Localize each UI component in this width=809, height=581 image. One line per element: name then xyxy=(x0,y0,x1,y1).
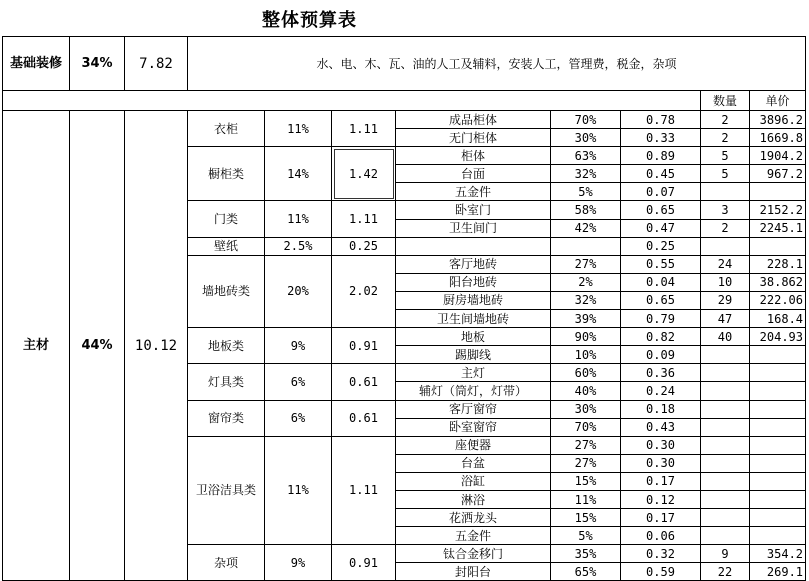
item-percent-cell[interactable]: 63% xyxy=(551,147,621,165)
group-percent-cell[interactable]: 11% xyxy=(265,201,332,237)
item-name-cell[interactable]: 台面 xyxy=(396,165,551,183)
item-price-cell[interactable] xyxy=(750,454,806,472)
item-percent-cell[interactable]: 70% xyxy=(551,111,621,129)
group-name-cell[interactable]: 窗帘类 xyxy=(188,400,265,436)
item-percent-cell[interactable]: 15% xyxy=(551,472,621,490)
group-name-cell[interactable]: 卫浴洁具类 xyxy=(188,436,265,545)
item-price-cell[interactable]: 1904.2 xyxy=(750,147,806,165)
item-qty-cell[interactable]: 9 xyxy=(701,545,750,563)
item-qty-cell[interactable] xyxy=(701,364,750,382)
item-price-cell[interactable] xyxy=(750,527,806,545)
item-name-cell[interactable]: 辅灯（筒灯，灯带） xyxy=(396,382,551,400)
item-price-cell[interactable] xyxy=(750,237,806,255)
group-amount-cell[interactable]: 0.91 xyxy=(332,328,396,364)
group-name-cell[interactable]: 橱柜类 xyxy=(188,147,265,201)
item-amount-cell[interactable]: 0.32 xyxy=(621,545,701,563)
main-percent-cell[interactable]: 44% xyxy=(70,111,125,581)
group-percent-cell[interactable]: 6% xyxy=(265,364,332,400)
item-price-cell[interactable]: 269.1 xyxy=(750,563,806,581)
item-qty-cell[interactable]: 2 xyxy=(701,219,750,237)
item-price-cell[interactable] xyxy=(750,183,806,201)
item-price-cell[interactable]: 38.862 xyxy=(750,273,806,291)
sheet-title: 整体预算表 xyxy=(262,10,357,31)
item-name-cell[interactable] xyxy=(396,237,551,255)
budget-table xyxy=(2,36,806,581)
group-name-cell[interactable]: 衣柜 xyxy=(188,111,265,147)
column-header-row xyxy=(3,91,806,111)
item-amount-cell[interactable]: 0.17 xyxy=(621,472,701,490)
group-percent-cell[interactable]: 9% xyxy=(265,545,332,581)
item-name-cell[interactable]: 阳台地砖 xyxy=(396,273,551,291)
item-qty-cell[interactable]: 29 xyxy=(701,291,750,309)
item-qty-cell[interactable] xyxy=(701,509,750,527)
item-percent-cell[interactable]: 35% xyxy=(551,545,621,563)
item-qty-cell[interactable]: 2 xyxy=(701,129,750,147)
qty-header-cell[interactable]: 数量 xyxy=(701,91,750,111)
item-qty-cell[interactable] xyxy=(701,454,750,472)
item-percent-cell[interactable]: 11% xyxy=(551,490,621,508)
item-amount-cell[interactable]: 0.65 xyxy=(621,201,701,219)
item-amount-cell[interactable]: 0.04 xyxy=(621,273,701,291)
group-amount-cell[interactable]: 0.61 xyxy=(332,364,396,400)
item-name-cell[interactable]: 地板 xyxy=(396,328,551,346)
description-cell[interactable]: 水、电、木、瓦、油的人工及辅料，安装人工，管理费，税金，杂项 xyxy=(188,37,806,91)
item-name-cell[interactable]: 花洒龙头 xyxy=(396,509,551,527)
percent-cell[interactable]: 34% xyxy=(70,37,125,91)
item-name-cell[interactable]: 台盆 xyxy=(396,454,551,472)
item-qty-cell[interactable]: 10 xyxy=(701,273,750,291)
item-price-cell[interactable]: 2152.2 xyxy=(750,201,806,219)
item-name-cell[interactable]: 厨房墙地砖 xyxy=(396,291,551,309)
item-percent-cell[interactable]: 40% xyxy=(551,382,621,400)
group-percent-cell[interactable]: 14% xyxy=(265,147,332,201)
item-percent-cell[interactable]: 70% xyxy=(551,418,621,436)
item-qty-cell[interactable]: 5 xyxy=(701,147,750,165)
group-amount-cell[interactable]: 0.25 xyxy=(332,237,396,255)
item-amount-cell[interactable]: 0.59 xyxy=(621,563,701,581)
item-amount-cell[interactable]: 0.30 xyxy=(621,454,701,472)
item-name-cell[interactable]: 成品柜体 xyxy=(396,111,551,129)
group-amount-cell[interactable]: 1.11 xyxy=(332,436,396,545)
item-percent-cell[interactable]: 30% xyxy=(551,129,621,147)
item-name-cell[interactable]: 座便器 xyxy=(396,436,551,454)
item-amount-cell[interactable]: 0.18 xyxy=(621,400,701,418)
item-amount-cell[interactable]: 0.06 xyxy=(621,527,701,545)
item-qty-cell[interactable]: 3 xyxy=(701,201,750,219)
item-name-cell[interactable]: 五金件 xyxy=(396,183,551,201)
group-name-cell[interactable]: 灯具类 xyxy=(188,364,265,400)
item-qty-cell[interactable] xyxy=(701,346,750,364)
base-decoration-row xyxy=(3,37,806,91)
group-amount-cell[interactable]: 0.61 xyxy=(332,400,396,436)
item-qty-cell[interactable] xyxy=(701,418,750,436)
group-amount-cell[interactable]: 1.11 xyxy=(332,201,396,237)
item-amount-cell[interactable]: 0.07 xyxy=(621,183,701,201)
item-percent-cell[interactable]: 65% xyxy=(551,563,621,581)
group-amount-cell[interactable]: 0.91 xyxy=(332,545,396,581)
group-amount-cell[interactable]: 2.02 xyxy=(332,255,396,327)
item-amount-cell[interactable]: 0.79 xyxy=(621,310,701,328)
item-amount-cell[interactable]: 0.43 xyxy=(621,418,701,436)
item-percent-cell[interactable]: 90% xyxy=(551,328,621,346)
group-name-cell[interactable]: 墙地砖类 xyxy=(188,255,265,327)
item-amount-cell[interactable]: 0.89 xyxy=(621,147,701,165)
item-amount-cell[interactable]: 0.25 xyxy=(621,237,701,255)
item-price-cell[interactable] xyxy=(750,490,806,508)
item-qty-cell[interactable]: 24 xyxy=(701,255,750,273)
item-qty-cell[interactable]: 22 xyxy=(701,563,750,581)
item-percent-cell[interactable]: 30% xyxy=(551,400,621,418)
group-name-cell[interactable]: 杂项 xyxy=(188,545,265,581)
material-row xyxy=(3,111,806,129)
item-price-cell[interactable] xyxy=(750,382,806,400)
item-price-cell[interactable] xyxy=(750,346,806,364)
item-percent-cell[interactable] xyxy=(551,237,621,255)
item-qty-cell[interactable]: 47 xyxy=(701,310,750,328)
main-amount-cell[interactable]: 10.12 xyxy=(125,111,188,581)
item-name-cell[interactable]: 浴缸 xyxy=(396,472,551,490)
item-price-cell[interactable]: 222.06 xyxy=(750,291,806,309)
item-amount-cell[interactable]: 0.09 xyxy=(621,346,701,364)
item-name-cell[interactable]: 卫生间门 xyxy=(396,219,551,237)
item-qty-cell[interactable]: 2 xyxy=(701,111,750,129)
group-name-cell[interactable]: 门类 xyxy=(188,201,265,237)
item-amount-cell[interactable]: 0.17 xyxy=(621,509,701,527)
category-cell[interactable]: 基础装修 xyxy=(3,37,70,91)
item-price-cell[interactable] xyxy=(750,472,806,490)
item-price-cell[interactable]: 168.4 xyxy=(750,310,806,328)
item-price-cell[interactable]: 204.93 xyxy=(750,328,806,346)
item-percent-cell[interactable]: 58% xyxy=(551,201,621,219)
group-amount-cell[interactable]: 1.11 xyxy=(332,111,396,147)
item-percent-cell[interactable]: 32% xyxy=(551,291,621,309)
item-price-cell[interactable]: 354.2 xyxy=(750,545,806,563)
item-amount-cell[interactable]: 0.65 xyxy=(621,291,701,309)
item-price-cell[interactable]: 1669.8 xyxy=(750,129,806,147)
item-price-cell[interactable]: 2245.1 xyxy=(750,219,806,237)
item-qty-cell[interactable]: 40 xyxy=(701,328,750,346)
item-qty-cell[interactable] xyxy=(701,237,750,255)
item-qty-cell[interactable] xyxy=(701,382,750,400)
item-price-cell[interactable] xyxy=(750,364,806,382)
item-name-cell[interactable]: 踢脚线 xyxy=(396,346,551,364)
item-name-cell[interactable]: 卧室门 xyxy=(396,201,551,219)
main-category-cell[interactable]: 主材 xyxy=(3,111,70,581)
item-amount-cell[interactable]: 0.55 xyxy=(621,255,701,273)
item-qty-cell[interactable] xyxy=(701,472,750,490)
group-name-cell[interactable]: 壁纸 xyxy=(188,237,265,255)
item-name-cell[interactable]: 无门柜体 xyxy=(396,129,551,147)
item-name-cell[interactable]: 钛合金移门 xyxy=(396,545,551,563)
item-name-cell[interactable]: 五金件 xyxy=(396,527,551,545)
group-name-cell[interactable]: 地板类 xyxy=(188,328,265,364)
item-amount-cell[interactable]: 0.33 xyxy=(621,129,701,147)
item-amount-cell[interactable]: 0.47 xyxy=(621,219,701,237)
item-amount-cell[interactable]: 0.30 xyxy=(621,436,701,454)
item-percent-cell[interactable]: 27% xyxy=(551,255,621,273)
blank-header-cell[interactable] xyxy=(3,91,701,111)
item-price-cell[interactable]: 228.1 xyxy=(750,255,806,273)
group-percent-cell[interactable]: 11% xyxy=(265,436,332,545)
item-qty-cell[interactable] xyxy=(701,436,750,454)
item-name-cell[interactable]: 客厅地砖 xyxy=(396,255,551,273)
item-percent-cell[interactable]: 60% xyxy=(551,364,621,382)
item-percent-cell[interactable]: 15% xyxy=(551,509,621,527)
item-amount-cell[interactable]: 0.36 xyxy=(621,364,701,382)
group-percent-cell[interactable]: 6% xyxy=(265,400,332,436)
item-qty-cell[interactable] xyxy=(701,490,750,508)
item-name-cell[interactable]: 主灯 xyxy=(396,364,551,382)
item-price-cell[interactable]: 3896.2 xyxy=(750,111,806,129)
item-amount-cell[interactable]: 0.12 xyxy=(621,490,701,508)
item-name-cell[interactable]: 客厅窗帘 xyxy=(396,400,551,418)
item-name-cell[interactable]: 封阳台 xyxy=(396,563,551,581)
item-price-cell[interactable] xyxy=(750,400,806,418)
item-price-cell[interactable] xyxy=(750,436,806,454)
item-name-cell[interactable]: 淋浴 xyxy=(396,490,551,508)
item-price-cell[interactable] xyxy=(750,509,806,527)
group-amount-cell[interactable]: 1.42 xyxy=(332,147,396,201)
item-qty-cell[interactable] xyxy=(701,400,750,418)
item-percent-cell[interactable]: 10% xyxy=(551,346,621,364)
item-percent-cell[interactable]: 5% xyxy=(551,527,621,545)
item-qty-cell[interactable] xyxy=(701,527,750,545)
group-percent-cell[interactable]: 20% xyxy=(265,255,332,327)
group-percent-cell[interactable]: 11% xyxy=(265,111,332,147)
item-name-cell[interactable]: 卧室窗帘 xyxy=(396,418,551,436)
unit-price-header-cell[interactable]: 单价 xyxy=(750,91,806,111)
item-percent-cell[interactable]: 27% xyxy=(551,454,621,472)
item-qty-cell[interactable] xyxy=(701,183,750,201)
item-name-cell[interactable]: 卫生间墙地砖 xyxy=(396,310,551,328)
item-qty-cell[interactable]: 5 xyxy=(701,165,750,183)
group-percent-cell[interactable]: 2.5% xyxy=(265,237,332,255)
amount-cell[interactable]: 7.82 xyxy=(125,37,188,91)
item-amount-cell[interactable]: 0.82 xyxy=(621,328,701,346)
item-percent-cell[interactable]: 5% xyxy=(551,183,621,201)
item-amount-cell[interactable]: 0.78 xyxy=(621,111,701,129)
item-percent-cell[interactable]: 32% xyxy=(551,165,621,183)
item-price-cell[interactable] xyxy=(750,418,806,436)
item-amount-cell[interactable]: 0.24 xyxy=(621,382,701,400)
item-percent-cell[interactable]: 42% xyxy=(551,219,621,237)
item-percent-cell[interactable]: 2% xyxy=(551,273,621,291)
item-price-cell[interactable]: 967.2 xyxy=(750,165,806,183)
item-amount-cell[interactable]: 0.45 xyxy=(621,165,701,183)
group-percent-cell[interactable]: 9% xyxy=(265,328,332,364)
item-percent-cell[interactable]: 27% xyxy=(551,436,621,454)
item-percent-cell[interactable]: 39% xyxy=(551,310,621,328)
item-name-cell[interactable]: 柜体 xyxy=(396,147,551,165)
